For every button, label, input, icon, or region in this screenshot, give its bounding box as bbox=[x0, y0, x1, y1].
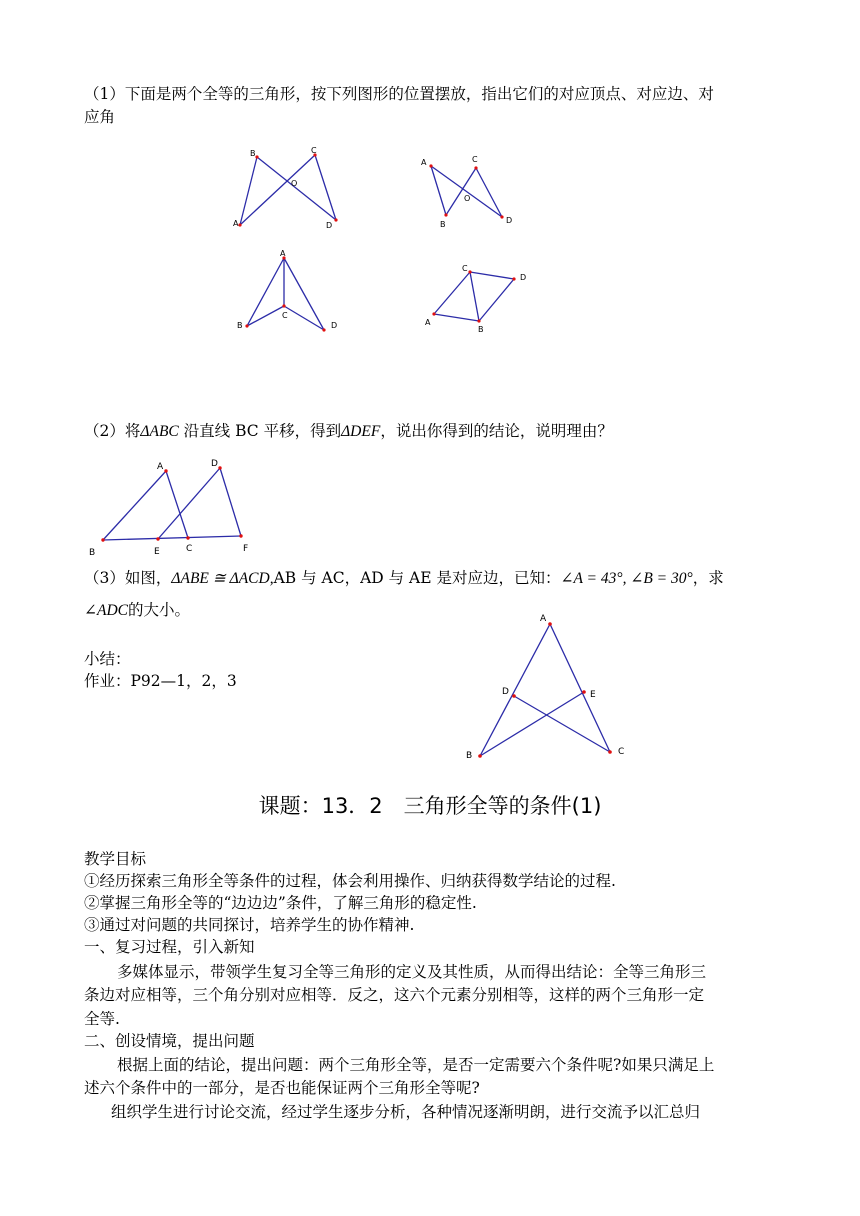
goal-1: ①经历探索三角形全等条件的过程，体会利用操作、归纳获得数学结论的过程. bbox=[84, 872, 616, 890]
summary-label: 小结： bbox=[84, 650, 131, 668]
fig3-label-c: C bbox=[282, 311, 288, 320]
fig4-label-d: D bbox=[520, 273, 527, 282]
q2-post: ，说出你得到的结论，说明理由？ bbox=[380, 422, 613, 440]
q2-text bbox=[84, 420, 613, 443]
q3-angles: ∠A = 43°, ∠B = 30° bbox=[560, 570, 693, 587]
fig2-label-o: O bbox=[464, 194, 471, 203]
fig6-label-c: C bbox=[618, 747, 625, 757]
fig6-label-e: E bbox=[590, 690, 596, 700]
fig3-label-d: D bbox=[331, 321, 338, 330]
q2-mid: 沿直线 BC 平移，得到 bbox=[178, 422, 342, 440]
fig4-label-c: C bbox=[462, 264, 468, 273]
q3-congruence: ΔABE ≅ ΔACD, bbox=[171, 570, 274, 587]
fig6-label-b: B bbox=[466, 751, 473, 761]
fig2-label-c: C bbox=[472, 155, 478, 164]
q3-post: ，求 bbox=[692, 569, 724, 587]
fig2-label-b: B bbox=[440, 220, 446, 229]
lesson-title: 课题：13．2 三角形全等的条件(1) bbox=[258, 794, 602, 818]
fig2-label-a: A bbox=[421, 158, 427, 167]
goals-heading: 教学目标 bbox=[84, 850, 147, 868]
para-1-line-1: 多媒体显示，带领学生复习全等三角形的定义及其性质，从而得出结论：全等三角形三 bbox=[117, 963, 707, 981]
figure-4 bbox=[422, 262, 534, 334]
q1-line2: 应角 bbox=[84, 108, 116, 126]
para-1-line-2: 条边对应相等，三个角分别对应相等．反之，这六个元素分别相等，这样的两个三角形一定 bbox=[84, 986, 705, 1004]
fig3-label-a: A bbox=[280, 249, 286, 258]
figure-3 bbox=[232, 248, 347, 336]
fig4-label-a: A bbox=[425, 318, 431, 327]
fig1-label-a: A bbox=[233, 219, 239, 228]
q3-pre: （3）如图， bbox=[84, 569, 172, 587]
fig1-label-b: B bbox=[250, 149, 256, 158]
fig5-label-b: B bbox=[89, 548, 96, 558]
figure-5 bbox=[85, 456, 265, 560]
q2-triangle-def: ΔDEF bbox=[341, 423, 381, 440]
q3-line2 bbox=[84, 599, 190, 622]
fig5-label-d: D bbox=[211, 459, 218, 469]
q1-line1: （1）下面是两个全等的三角形，按下列图形的位置摆放，指出它们的对应顶点、对应边、对 bbox=[84, 85, 714, 103]
fig5-label-e: E bbox=[154, 547, 160, 557]
section-1-heading: 一、复习过程，引入新知 bbox=[84, 938, 255, 956]
figure-1 bbox=[228, 146, 348, 236]
q2-triangle-abc: ΔABC bbox=[140, 423, 179, 440]
q2-pre: （2）将 bbox=[84, 422, 141, 440]
goal-3: ③通过对问题的共同探讨，培养学生的协作精神. bbox=[84, 916, 415, 934]
fig2-label-d: D bbox=[506, 216, 513, 225]
figure-2 bbox=[416, 153, 521, 233]
q3-angle-adc: ∠ADC bbox=[84, 602, 128, 619]
para-2-line-1: 根据上面的结论，提出问题：两个三角形全等，是否一定需要六个条件呢?如果只满足上 bbox=[117, 1056, 715, 1074]
fig6-label-d: D bbox=[502, 687, 509, 697]
q3-line1 bbox=[84, 567, 724, 590]
q3-mid: AB 与 AC，AD 与 AE 是对应边，已知： bbox=[273, 569, 561, 587]
fig3-label-b: B bbox=[237, 321, 243, 330]
fig5-label-c: C bbox=[186, 544, 193, 554]
fig1-label-d: D bbox=[326, 221, 333, 230]
goal-2: ②掌握三角形全等的“边边边”条件，了解三角形的稳定性. bbox=[84, 894, 477, 912]
homework-text: 作业：P92—1，2，3 bbox=[84, 672, 237, 690]
q3-line2-text: 的大小。 bbox=[128, 601, 191, 619]
figure-6 bbox=[458, 608, 638, 768]
fig1-label-o: O bbox=[291, 179, 298, 188]
section-2-heading: 二、创设情境，提出问题 bbox=[84, 1032, 255, 1050]
fig6-label-a: A bbox=[540, 614, 547, 624]
para-3-line-1: 组织学生进行讨论交流，经过学生逐步分析，各种情况逐渐明朗，进行交流予以汇总归 bbox=[111, 1103, 701, 1121]
fig5-label-f: F bbox=[243, 544, 249, 554]
fig1-label-c: C bbox=[311, 146, 317, 155]
para-1-line-3: 全等. bbox=[84, 1010, 120, 1028]
fig5-label-a: A bbox=[157, 462, 164, 472]
fig4-label-b: B bbox=[478, 325, 484, 334]
para-2-line-2: 述六个条件中的一部分，是否也能保证两个三角形全等呢? bbox=[84, 1079, 480, 1097]
